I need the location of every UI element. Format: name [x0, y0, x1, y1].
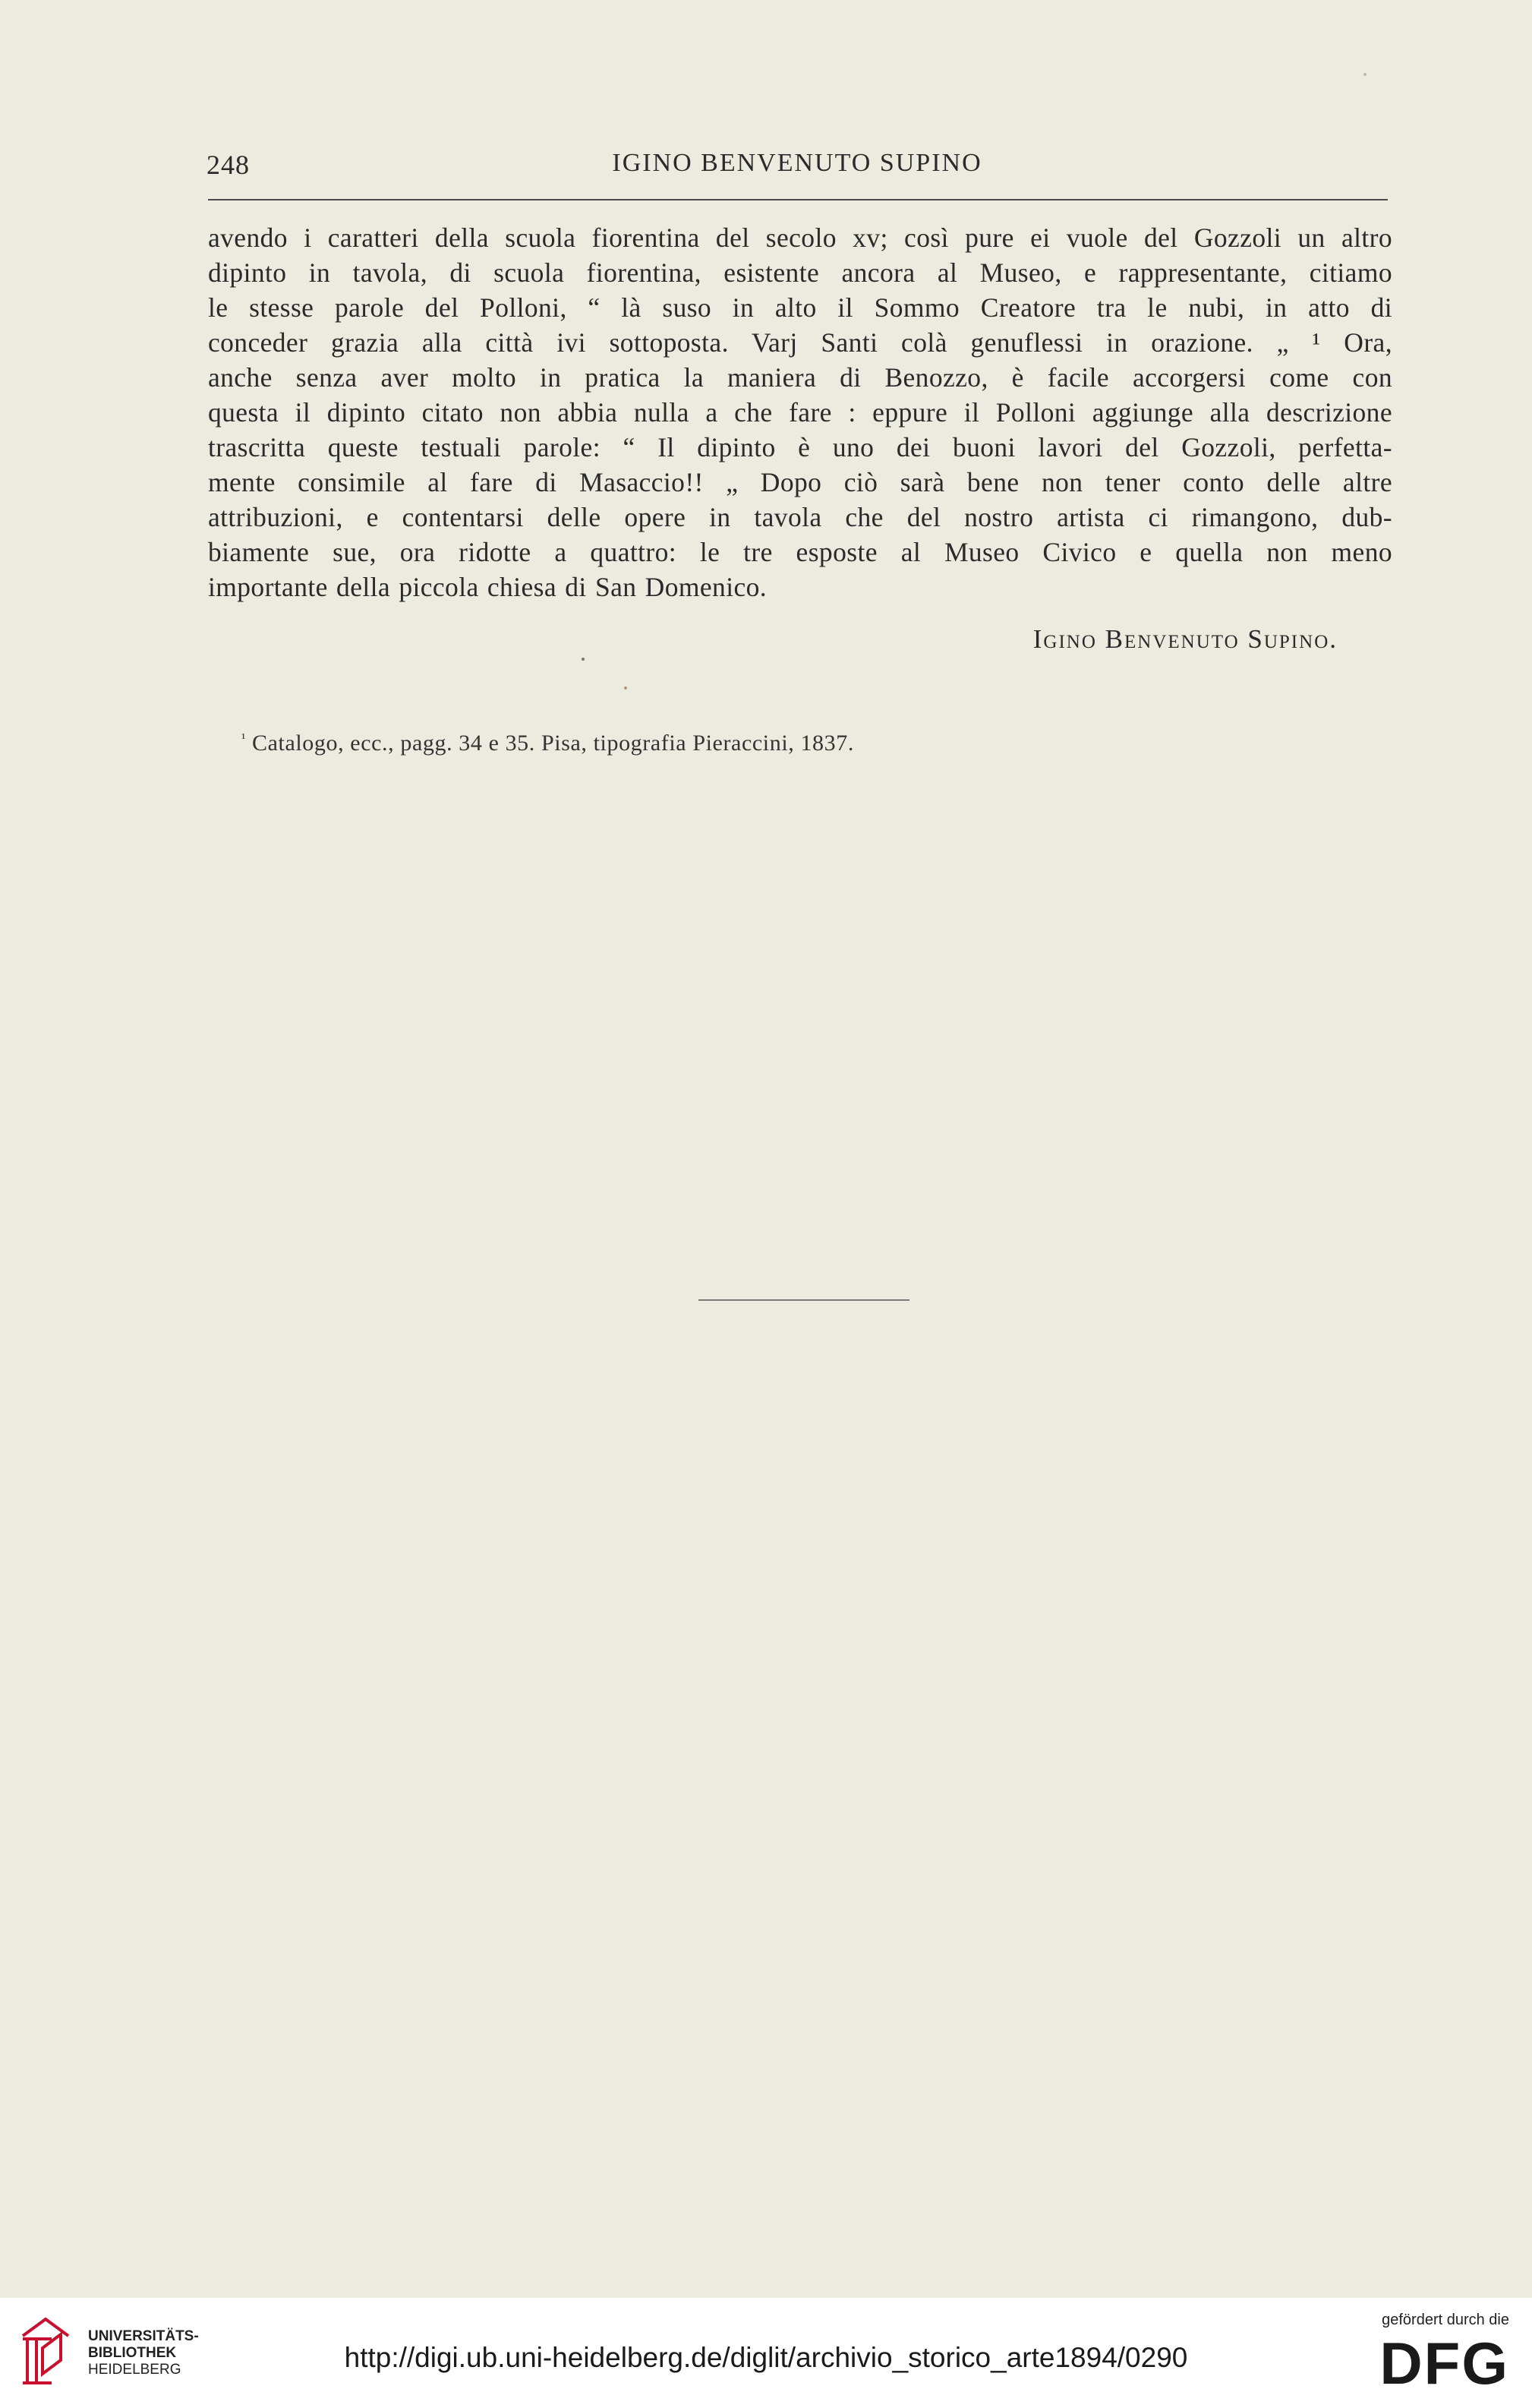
page-number: 248	[206, 150, 250, 180]
dfg-logo: DFG	[1379, 2330, 1509, 2397]
author-signature: Igino Benvenuto Supino.	[1032, 624, 1338, 654]
text-line: trascritta queste testuali parole: “ Il dipinto è uno dei buoni lavori del Gozzoli, perfetta-	[208, 432, 1392, 462]
text-line: biamente sue, ora ridotte a quattro: le tre esposte al Museo Civico e quella non meno	[208, 537, 1392, 567]
text-line: le stesse parole del Polloni, “ là suso in alto il Sommo Creatore tra le nubi, in atto di	[208, 292, 1392, 323]
footnote	[241, 731, 1076, 756]
footer-bar	[0, 2298, 1532, 2408]
funding-label: gefördert durch die	[1382, 2312, 1509, 2328]
body-text	[208, 220, 1392, 604]
institution-line: BIBLIOTHEK	[88, 2345, 177, 2361]
text-line: conceder grazia alla città ivi sottoposta. Varj Santi colà genuflessi in orazione. „ ¹ Ora,	[208, 327, 1392, 358]
text-line: attribuzioni, e contentarsi delle opere in tavola che del nostro artista ci rimangono, dub-	[208, 502, 1392, 532]
text-line: importante della piccola chiesa di San Domenico.	[208, 572, 768, 602]
permalink-url[interactable]: http://digi.ub.uni-heidelberg.de/diglit/archivio_storico_arte1894/0290	[344, 2342, 1188, 2373]
paper-speck	[1363, 73, 1367, 76]
text-line: questa il dipinto citato non abbia nulla a che fare : eppure il Polloni aggiunge alla descrizione	[208, 397, 1392, 428]
text-line: mente consimile al fare di Masaccio!! „ Dopo ciò sarà bene non tener conto delle altre	[208, 467, 1392, 497]
text-line: avendo i caratteri della scuola fiorentina del secolo xv; così pure ei vuole del Gozzoli un altro	[208, 222, 1392, 253]
paper-speck	[624, 686, 627, 690]
header-title: IGINO BENVENUTO SUPINO	[612, 149, 982, 177]
text-line: anche senza aver molto in pratica la maniera di Benozzo, è facile accorgersi come con	[208, 362, 1392, 393]
running-head	[206, 149, 1388, 184]
footnote-text: Catalogo, ecc., pagg. 34 e 35. Pisa, tipografia Pieraccini, 1837.	[252, 731, 854, 756]
end-rule	[698, 1299, 909, 1301]
institution-line: UNIVERSITÄTS-	[88, 2328, 199, 2344]
footnote-marker: ¹	[241, 731, 246, 746]
dfg-funding	[1357, 2312, 1509, 2403]
paper-speck	[582, 658, 585, 661]
text-line: dipinto in tavola, di scuola fiorentina, esistente ancora al Museo, e rappresentante, citiamo	[208, 257, 1392, 288]
institution-line: HEIDELBERG	[88, 2362, 181, 2378]
header-rule	[208, 199, 1388, 200]
